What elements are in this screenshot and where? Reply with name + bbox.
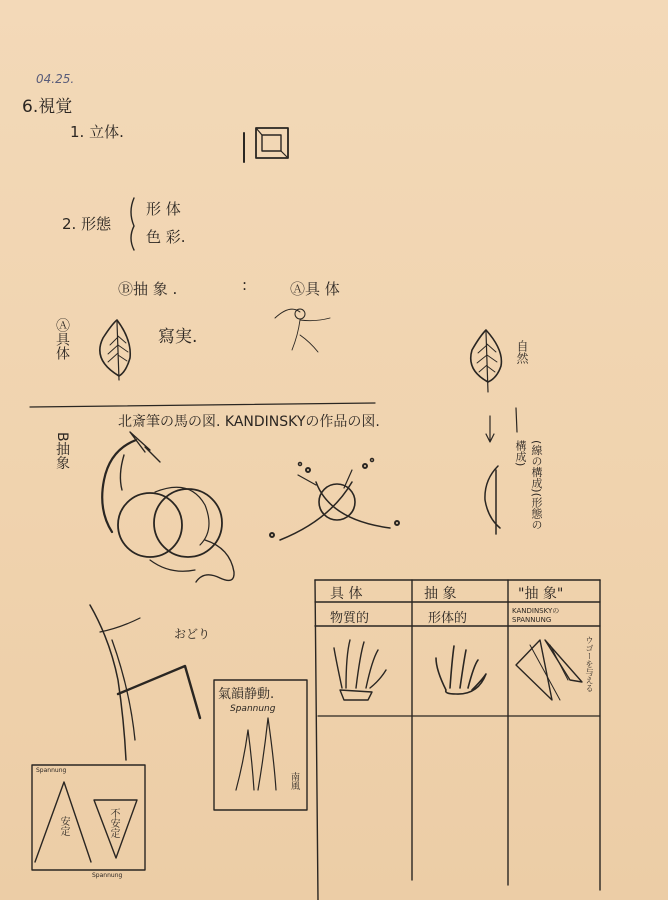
stick-figure-sketch bbox=[275, 309, 330, 352]
brace-mark bbox=[131, 198, 134, 250]
stability-diagram bbox=[32, 765, 145, 870]
section-a-label: Ⓐ具体 bbox=[54, 318, 70, 360]
concrete-label: Ⓐ具 体 bbox=[290, 280, 340, 298]
poster-title: 氣韻静動. bbox=[218, 687, 275, 702]
section-b-label: B抽象 bbox=[54, 432, 70, 470]
stable-label: 安定 bbox=[58, 816, 69, 836]
cube-sketch bbox=[244, 128, 288, 162]
kandinsky-sketch bbox=[270, 459, 399, 541]
outline-item-2: 2. 形態 bbox=[62, 215, 112, 233]
abstract-label: Ⓑ抽 象 . bbox=[118, 280, 178, 298]
dance-label: おどり bbox=[174, 627, 211, 641]
section-divider bbox=[30, 403, 375, 407]
table-note: ウゴーを与える bbox=[585, 636, 594, 692]
abstract-leaf-curve bbox=[485, 466, 500, 534]
table-header-concrete: 具 体 bbox=[330, 586, 363, 602]
leaf-sketch-left bbox=[100, 320, 130, 380]
poster-side-text: 南風 bbox=[289, 772, 299, 790]
kandinsky-triangles bbox=[516, 640, 582, 700]
unstable-label: 不安定 bbox=[108, 808, 119, 838]
stability-bottom-label: Spannung bbox=[92, 872, 123, 879]
realism-caption: 寫実. bbox=[158, 327, 198, 347]
nature-label: 自然 bbox=[515, 340, 529, 364]
table-header-abstract-quoted: "抽 象" bbox=[518, 586, 564, 602]
leaf-sketch-right bbox=[471, 330, 502, 392]
composition-note: (線の構成)(形態の構成) bbox=[514, 440, 543, 530]
hand-sketch-detailed bbox=[334, 640, 386, 700]
outline-sub-form: 形 体 bbox=[146, 200, 181, 218]
table-sub-formal: 形体的 bbox=[428, 611, 468, 626]
hand-sketch-simple bbox=[436, 646, 486, 694]
section-heading: 6.視覚 bbox=[22, 97, 73, 117]
comparison-table-lines bbox=[315, 580, 600, 900]
hokusai-horse-sketch bbox=[102, 432, 234, 582]
outline-item-1: 1. 立体. bbox=[70, 123, 124, 141]
date-note: 04.25. bbox=[36, 72, 75, 86]
table-header-abstract: 抽 象 bbox=[424, 586, 457, 602]
arrow-down-pair bbox=[486, 408, 517, 442]
poster-subtitle: Spannung bbox=[230, 704, 276, 714]
table-sub-kandinsky: KANDINSKYのSPANNUNG bbox=[512, 607, 560, 624]
stability-top-label: Spannung bbox=[36, 767, 67, 774]
colon-mark: : bbox=[242, 276, 248, 294]
outline-sub-color: 色 彩. bbox=[146, 228, 186, 246]
section-b-title: 北斎筆の馬の図. KANDINSKYの作品の図. bbox=[118, 414, 380, 430]
table-sub-material: 物質的 bbox=[330, 611, 370, 626]
